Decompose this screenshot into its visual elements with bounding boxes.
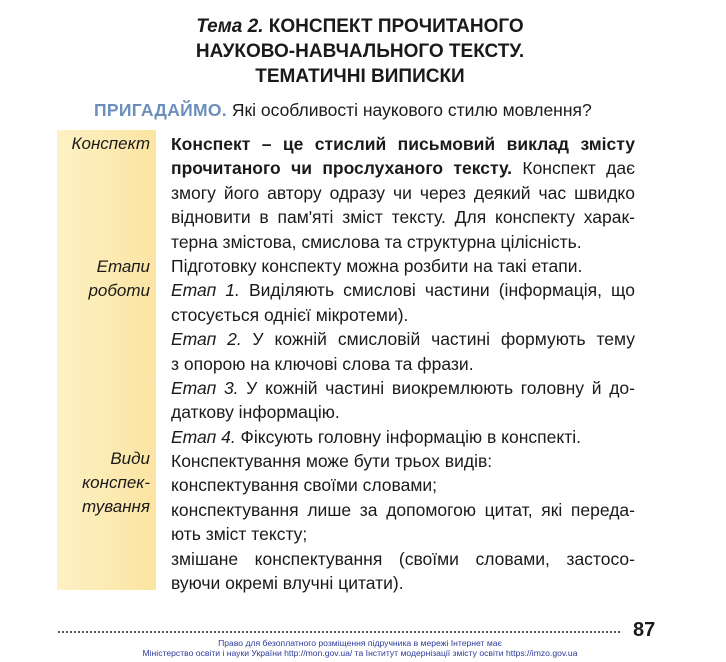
text-fragment: Фіксують головну інформацію в конспекті.	[235, 426, 581, 447]
text-line: ють зміст тексту;	[171, 524, 308, 545]
text-line: вуючи окремі влучні цитати).	[171, 573, 404, 594]
title-line-2: НАУКОВО-НАВЧАЛЬНОГО ТЕКСТУ.	[195, 41, 525, 62]
definition-line: Конспект – це стислий письмовий виклад змісту	[171, 134, 635, 154]
text-fragment: Виділяють смислові частини (інформація, що	[239, 280, 635, 301]
margin-term-types	[82, 447, 150, 519]
stage-label: Етап 4.	[171, 426, 236, 447]
stage-4-line	[171, 425, 635, 449]
page-number: 87	[633, 619, 656, 641]
stage-label: Етап 2.	[171, 329, 242, 350]
list-item: змішане конспектування (своїми словами, застосо-	[171, 548, 635, 569]
stage-3-line	[171, 376, 635, 400]
margin-term-text: конспек-	[82, 473, 150, 492]
stage-1-line	[171, 278, 635, 302]
margin-term-text: Етапи	[96, 257, 150, 276]
text-fragment: У кожній частині виокремлюють головну й до-	[238, 377, 635, 398]
title-line-3: ТЕМАТИЧНІ ВИПИСКИ	[255, 66, 465, 87]
remember-prompt	[94, 100, 654, 121]
margin-term-text: роботи	[88, 281, 150, 300]
page-title	[100, 14, 620, 89]
definition-bold: прочитаного чи прослуханого тексту.	[171, 158, 513, 179]
footer-line: Право для безоплатного розміщення підручника в мережі Інтернет має	[218, 638, 502, 648]
margin-term-text: Конспект	[71, 134, 150, 153]
topic-number: Тема 2.	[196, 16, 264, 37]
margin-term-text: Види	[110, 449, 150, 468]
dotted-divider	[58, 631, 620, 633]
text-fragment: Конспект дає	[512, 158, 635, 179]
margin-term-stages	[88, 255, 150, 303]
stage-label: Етап 1.	[171, 280, 240, 301]
list-item: конспектування лише за допомогою цитат, які переда-	[171, 499, 635, 520]
text-line: терна змістова, смислова та структурна цілісність.	[171, 231, 582, 252]
definition-line	[171, 156, 635, 180]
text-line: Підготовку конспекту можна розбити на такі етапи.	[171, 255, 583, 276]
stage-2-line	[171, 327, 635, 351]
text-line: даткову інформацію.	[171, 402, 340, 423]
margin-term-text: тування	[81, 497, 150, 516]
title-line-1	[100, 14, 620, 39]
text-fragment: У кожній смисловій частині формують тему	[241, 329, 635, 350]
list-item: конспектування своїми словами;	[171, 475, 438, 496]
remember-label: ПРИГАДАЙМО.	[94, 100, 227, 120]
text-line: відновити в пам'яті зміст тексту. Для конспекту харак-	[171, 207, 635, 228]
margin-term-konspekt	[71, 132, 150, 156]
main-text	[171, 132, 635, 595]
text-line: Конспектування може бути трьох видів:	[171, 451, 493, 472]
text-line: з опорою на ключові слова та фрази.	[171, 353, 474, 374]
text-line: змогу його автору одразу чи через деякий час швидко	[171, 182, 635, 203]
footer-line: Міністерство освіти і науки України http://mon.gov.ua/ та Інститут модернізації змісту освіти https://imzo.gov.ua	[142, 648, 578, 658]
margin-terms-sidebar	[57, 130, 156, 590]
remember-question: Які особливості наукового стилю мовлення?	[226, 100, 592, 120]
stage-label: Етап 3.	[171, 377, 239, 398]
title-line-1-rest: КОНСПЕКТ ПРОЧИТАНОГО	[263, 16, 524, 37]
text-line: стосується однієї мікротеми).	[171, 304, 409, 325]
footer-notice	[110, 638, 610, 658]
